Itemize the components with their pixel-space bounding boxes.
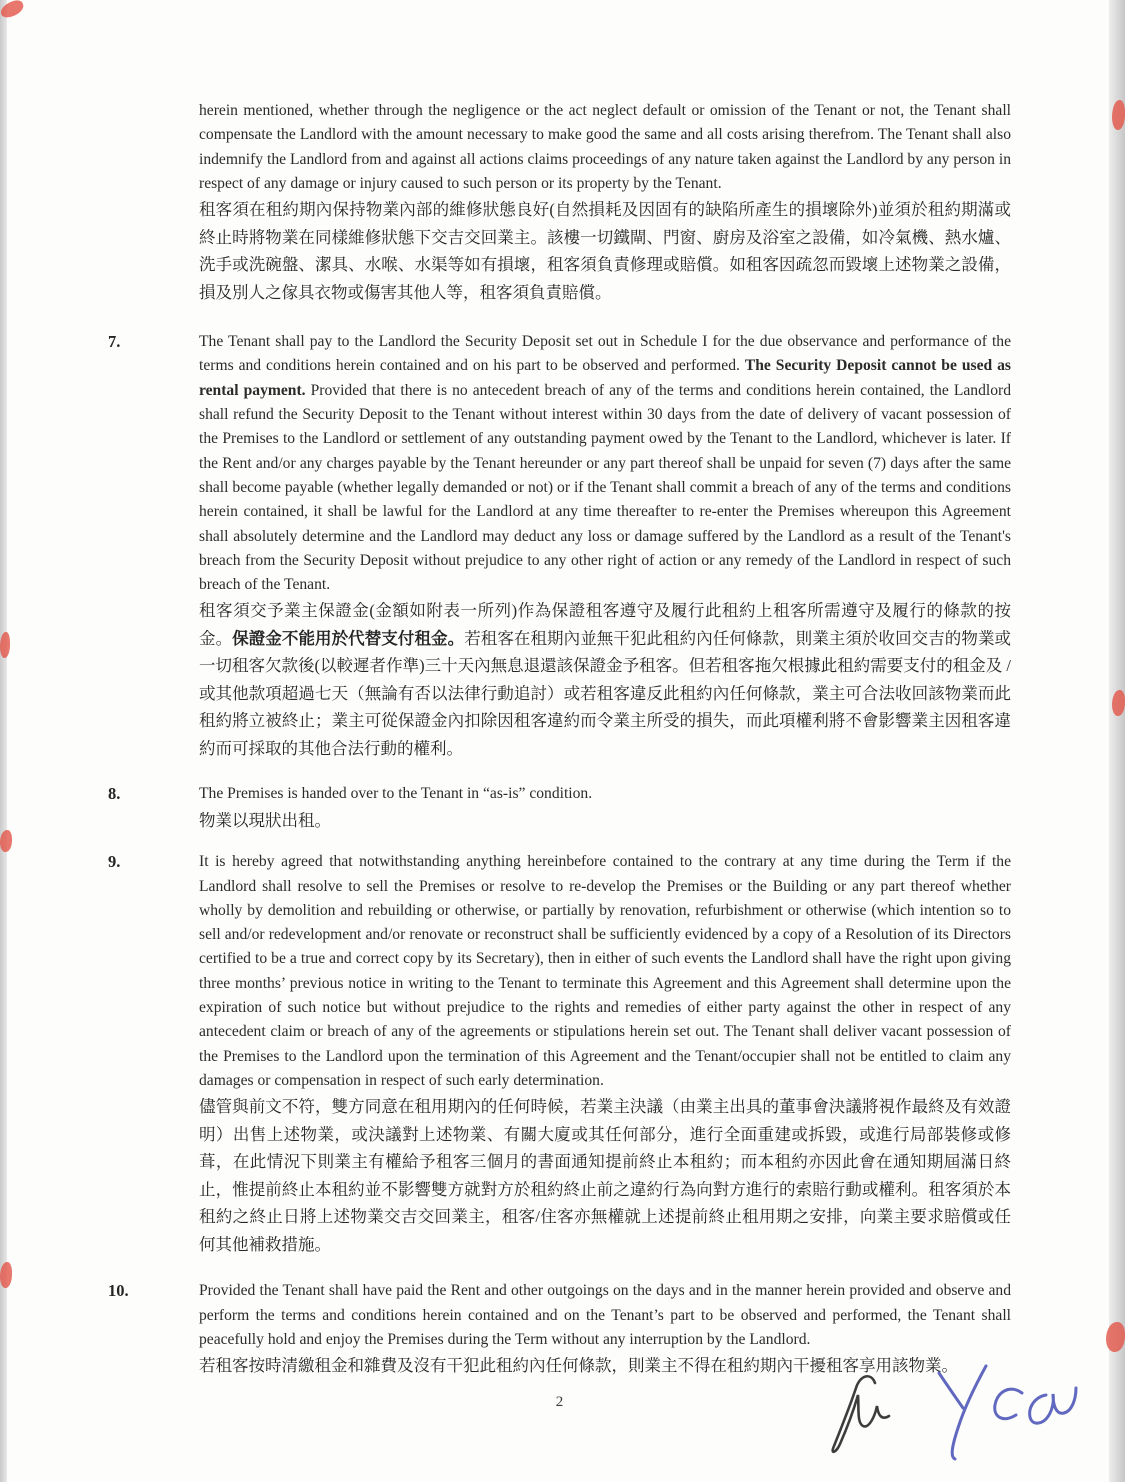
red-edge-mark <box>0 830 12 852</box>
clause-text-chinese: 物業以現狀出租。 <box>199 810 331 830</box>
clause-text-chinese: 儘管與前文不符，雙方同意在租用期內的任何時候，若業主決議（由業主出具的董事會決議將視作最終及有效證明）出售上述物業，或決議對上述物業、有關大廈或其任何部分，進行全面重建或拆毀，或進行局部裝修或修葺，在此情況下則業主有權給予租客三個月的書面通知提前終止本租約；而本租約亦因此會在通知期屆滿日終止，惟提前終止本租約並不影響雙方就對方於租約終止前之違約行為向對方進行的索賠行動或權利。租客須於本租約之終止日將上述物業交吉交回業主，租客/住客亦無權就上述提前終止租用期之安排，向業主要求賠償或任何其他補救措施。 <box>199 1097 1011 1254</box>
clause-number: 8. <box>108 784 121 804</box>
clause-text-english: Provided the Tenant shall have paid the Rent and other outgoings on the days and in the manner herein provided and observe and perform the terms and conditions herein contained and on the Tenant’s part to be observed and performed, the Tenant shall peacefully hold and enjoy the Premises during the Term without any interruption by the Landlord. <box>199 1282 1011 1348</box>
clause-number: 7. <box>108 332 121 352</box>
clause-number: 9. <box>108 852 121 872</box>
clause-continuation <box>108 99 1011 306</box>
clause-text-english: The Tenant shall pay to the Landlord the Security Deposit set out in Schedule I for the due observance and performance of the terms and conditions herein contained and on his part to be observed and performed. The Security Deposit cannot be used as rental payment. Provided that there is no antecedent breach of any of the terms and conditions herein contained, the Landlord shall refund the Security Deposit to the Tenant without interest within 30 days from the date of delivery of vacant possession of the Premises to the Landlord or settlement of any outstanding payment owed by the Tenant to the Landlord, whichever is later. If the Rent and/or any charges payable by the Tenant hereunder or any part thereof shall be unpaid for seven (7) days after the same shall become payable (whether legally demanded or not) or if the Tenant shall commit a breach of any of the terms and conditions herein contained, it shall be lawful for the Landlord at any time thereafter to re-enter the Premises whereupon this Agreement shall absolutely determine and the Landlord may deduct any loss or damage suffered by the Landlord as a result of the Tenant's breach from the Security Deposit without prejudice to any other right of action or any remedy of the Landlord in respect of such breach of the Tenant. <box>199 333 1011 594</box>
red-edge-mark <box>0 632 10 658</box>
page-number: 2 <box>555 1393 564 1410</box>
clause-number: 10. <box>108 1281 129 1301</box>
clause-8 <box>108 782 1011 834</box>
clause-text-english: It is hereby agreed that notwithstanding anything hereinbefore contained to the contrary at any time during the Term if the Landlord shall resolve to sell the Premises or resolve to re-develop the Premises or the Building or any part thereof whether wholly by demolition and rebuilding or otherwise, or partially by renovation, refurbishment or otherwise (which intention so to sell and/or redevelopment and/or renovate or reconstruct shall be sufficiently evidenced by a copy of a Resolution of its Directors certified to be a true and correct copy by its Secretary), then in either of such events the Landlord shall have the right upon giving three months’ previous notice in writing to the Tenant to terminate this Agreement and this Agreement shall determine upon the expiration of such notice but without prejudice to the rights and remedies of either party against the other in respect of any antecedent claim or breach of any of the agreements or stipulations herein set out. The Tenant shall deliver vacant possession of the Premises to the Landlord upon the termination of this Agreement and the Tenant/occupier shall not be entitled to claim any damages or compensation in respect of such early determination. <box>199 853 1011 1089</box>
agreement-body <box>108 99 1011 1411</box>
clause-text-english: The Premises is handed over to the Tenant in “as-is” condition. <box>199 785 593 803</box>
handwritten-initials-icon <box>833 1376 889 1452</box>
clause-7 <box>108 330 1011 762</box>
clause-text-chinese: 租客須在租約期內保持物業內部的維修狀態良好(自然損耗及因固有的缺陷所產生的損壞除外)並須於租約期滿或終止時將物業在同樣維修狀態下交吉交回業主。該樓一切鐵閘、門窗、廚房及浴室之設備，如冷氣機、熱水爐、洗手或洗碗盤、潔具、水喉、水渠等如有損壞，租客須負責修理或賠償。如租客因疏忽而毀壞上述物業之設備，損及別人之傢具衣物或傷害其他人等，租客須負責賠償。 <box>199 200 1011 302</box>
clause-9 <box>108 850 1011 1258</box>
scan-edge-right <box>1109 0 1125 1482</box>
clause-text-english: herein mentioned, whether through the negligence or the act neglect default or omission of the Tenant or not, the Tenant shall compensate the Landlord with the amount necessary to make good the same and all costs arising therefrom. The Tenant shall also indemnify the Landlord from and against all actions claims proceedings of any nature taken against the Landlord by any person in respect of any damage or injury caused to such person or its property by the Tenant. <box>199 102 1011 192</box>
clause-number <box>108 99 199 306</box>
scan-edge-left <box>0 0 7 1482</box>
handwritten-signature-icon <box>939 1366 1076 1459</box>
red-edge-mark <box>0 1262 12 1288</box>
clause-text-chinese: 若租客按時清繳租金和雜費及沒有干犯此租約內任何條款，則業主不得在租約期內干擾租客享用該物業。 <box>199 1356 958 1376</box>
clause-text-chinese: 租客須交予業主保證金(金額如附表一所列)作為保證租客遵守及履行此租約上租客所需遵守及履行的條款的按金。保證金不能用於代替支付租金。若租客在租期內並無干犯此租約內任何條款，則業主須於收回交吉的物業或一切租客欠款後(以較遲者作準)三十天內無息退還該保證金予租客。但若租客拖欠根據此租約需要支付的租金及 / 或其他款項超過七天（無論有否以法律行動追討）或若租客違反此租約內任何條款，業主可合法收回該物業而此租約將立被終止；業主可從保證金內扣除因租客違約而令業主所受的損失，而此項權利將不會影響業主因租客違約而可採取的其他合法行動的權利。 <box>199 601 1012 758</box>
signature-area <box>813 1353 1093 1468</box>
